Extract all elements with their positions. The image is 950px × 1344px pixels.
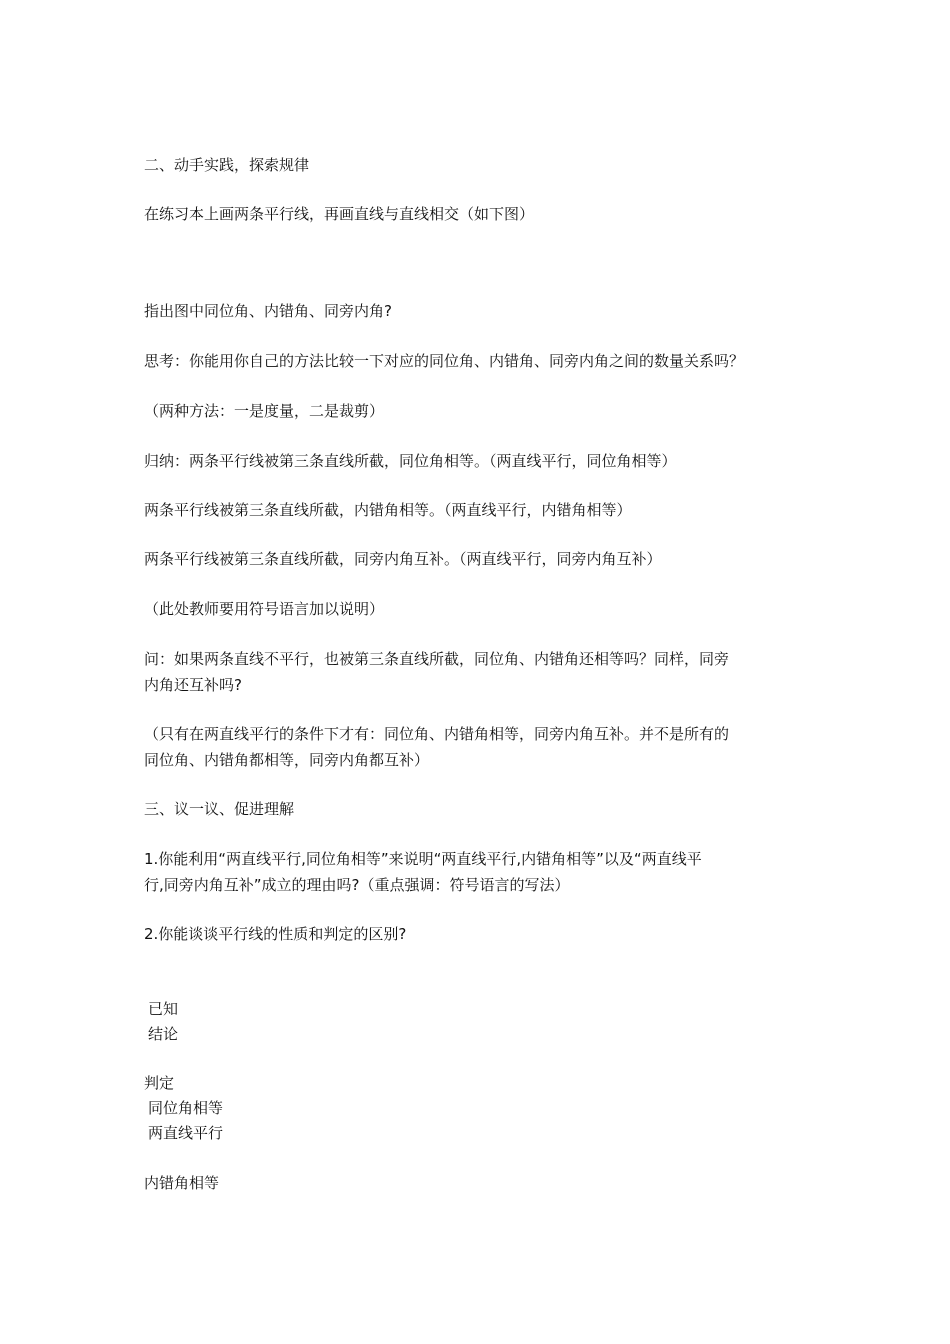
section2-heading: 二、动手实践，探索规律 [144, 156, 310, 174]
practice-instruction: 在练习本上画两条平行线，再画直线与直线相交（如下图） [144, 205, 535, 223]
think-question: 思考：你能用你自己的方法比较一下对应的同位角、内错角、同旁内角之间的数量关系吗？ [144, 352, 745, 370]
item2: 2.你能谈谈平行线的性质和判定的区别? [144, 925, 407, 943]
table-alternate-equal: 内错角相等 [144, 1174, 220, 1192]
item1-line-1: 1.你能利用“两直线平行,同位角相等”来说明“两直线平行,内错角相等”以及“两直线平 [144, 850, 702, 868]
table-corresponding-equal: 同位角相等 [148, 1099, 224, 1117]
item1-line-2: 行,同旁内角互补”成立的理由吗?（重点强调：符号语言的写法） [144, 876, 570, 894]
section3-heading: 三、议一议、促进理解 [144, 800, 295, 818]
teacher-note: （此处教师要用符号语言加以说明） [144, 600, 385, 618]
summary-2: 两条平行线被第三条直线所截，内错角相等。（两直线平行，内错角相等） [144, 501, 632, 519]
table-lines-parallel: 两直线平行 [148, 1124, 224, 1142]
answer-line-2: 同位角、内错角都相等，同旁内角都互补） [144, 751, 430, 769]
identify-question: 指出图中同位角、内错角、同旁内角? [144, 302, 392, 320]
answer-line-1: （只有在两直线平行的条件下才有：同位角、内错角相等，同旁内角互补。并不是所有的 [144, 725, 730, 743]
summary-1: 归纳：两条平行线被第三条直线所截，同位角相等。（两直线平行，同位角相等） [144, 452, 677, 470]
table-conclusion: 结论 [148, 1025, 179, 1043]
question-line-2: 内角还互补吗? [144, 676, 242, 694]
table-known: 已知 [148, 1000, 179, 1018]
question-line-1: 问：如果两条直线不平行，也被第三条直线所截，同位角、内错角还相等吗？同样，同旁 [144, 650, 730, 668]
summary-3: 两条平行线被第三条直线所截，同旁内角互补。（两直线平行，同旁内角互补） [144, 550, 662, 568]
two-methods: （两种方法：一是度量，二是裁剪） [144, 402, 385, 420]
table-judgement: 判定 [144, 1074, 175, 1092]
